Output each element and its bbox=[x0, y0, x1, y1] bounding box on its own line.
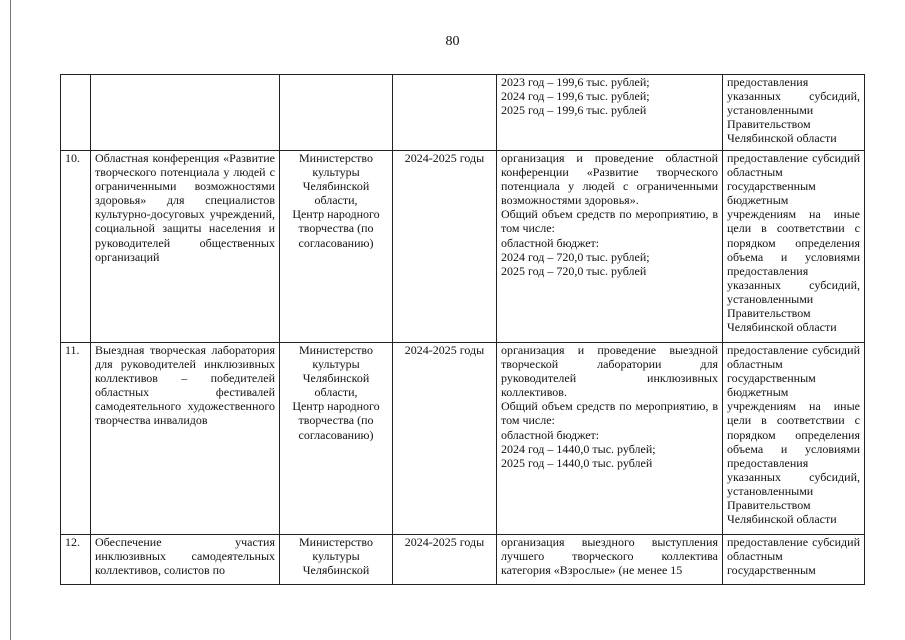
executor-line: области, bbox=[314, 385, 358, 400]
executor-line: творчества (по bbox=[298, 413, 374, 428]
executor-cell bbox=[280, 343, 393, 535]
period-cell bbox=[393, 75, 497, 151]
measures-table bbox=[60, 74, 865, 585]
content-line: 2024 год – 1440,0 тыс. рублей; bbox=[501, 441, 656, 456]
executor-line: культуры bbox=[312, 549, 360, 564]
executor-line: творчества (по bbox=[298, 221, 374, 236]
executor-line: Центр народного bbox=[292, 399, 380, 414]
period-cell: 2024-2025 годы bbox=[393, 535, 497, 585]
event-cell: Выездная творческая лаборатория для руководителей инклюзивных коллективов – победителей областных фестивалей самодеятельного художественного творчества инвалидов bbox=[91, 343, 280, 535]
executor-line: Челябинской bbox=[302, 371, 370, 386]
executor-line: культуры bbox=[312, 357, 360, 372]
table-row bbox=[61, 75, 865, 151]
content-line: 2025 год – 199,6 тыс. рублей bbox=[501, 103, 647, 118]
executor-line: Министерство bbox=[299, 535, 373, 549]
content-cell bbox=[497, 151, 723, 343]
page-number: 80 bbox=[445, 34, 460, 49]
content-line: областной бюджет: bbox=[501, 235, 600, 250]
content-cell bbox=[497, 535, 723, 585]
content-line: Общий объем средств по мероприятию, в том числе: bbox=[501, 399, 718, 428]
funding-cell: предоставление субсидий областным государственным бюджетным учреждениям на иные цели в соответствии с порядком определения объема и условиями предоставления указанных субсидий, установленными Правительством Челябинской области bbox=[723, 343, 865, 535]
funding-cell: предоставления указанных субсидий, установленными Правительством Челябинской области bbox=[723, 75, 865, 151]
executor-line: Центр народного bbox=[292, 207, 380, 222]
content-line: организация и проведение областной конференции «Развитие творческого потенциала у людей с ограниченными возможностями здоровья». bbox=[501, 151, 718, 208]
content-line: Общий объем средств по мероприятию, в том числе: bbox=[501, 207, 718, 236]
executor-line: Министерство bbox=[299, 151, 373, 165]
row-number: 10. bbox=[61, 151, 91, 343]
left-margin-rule bbox=[10, 0, 11, 640]
content-line: 2024 год – 199,6 тыс. рублей; bbox=[501, 89, 650, 104]
executor-line: Министерство bbox=[299, 343, 373, 357]
table-row bbox=[61, 343, 865, 535]
content-line: 2025 год – 1440,0 тыс. рублей bbox=[501, 455, 653, 470]
event-cell: Обеспечение участия инклюзивных самодеятельных коллективов, солистов по bbox=[91, 535, 280, 585]
content-line: 2023 год – 199,6 тыс. рублей; bbox=[501, 75, 650, 89]
executor-cell bbox=[280, 151, 393, 343]
executor-cell bbox=[280, 535, 393, 585]
row-number bbox=[61, 75, 91, 151]
event-cell: Областная конференция «Развитие творческого потенциала у людей с ограниченными возможностями здоровья» для специалистов культурно-досуговых учреждений, социальной защиты населения и руководителей общественных организаций bbox=[91, 151, 280, 343]
table-row bbox=[61, 151, 865, 343]
content-line: областной бюджет: bbox=[501, 427, 600, 442]
content-line: организация и проведение выездной творческой лаборатории для руководителей инклюзивных коллективов. bbox=[501, 343, 718, 400]
content-line: организация выездного выступления лучшего творческого коллектива категория «Взрослые» (не менее 15 bbox=[501, 535, 718, 578]
funding-cell: предоставление субсидий областным государственным bbox=[723, 535, 865, 585]
executor-line: Челябинской bbox=[302, 563, 370, 578]
executor-line: области, bbox=[314, 193, 358, 208]
content-cell bbox=[497, 75, 723, 151]
row-number: 12. bbox=[61, 535, 91, 585]
executor-line: согласованию) bbox=[298, 235, 374, 250]
content-cell bbox=[497, 343, 723, 535]
content-line: 2025 год – 720,0 тыс. рублей bbox=[501, 263, 647, 278]
period-cell: 2024-2025 годы bbox=[393, 151, 497, 343]
event-cell bbox=[91, 75, 280, 151]
row-number: 11. bbox=[61, 343, 91, 535]
executor-line: культуры bbox=[312, 165, 360, 180]
executor-line: согласованию) bbox=[298, 427, 374, 442]
executor-line: Челябинской bbox=[302, 179, 370, 194]
content-line: 2024 год – 720,0 тыс. рублей; bbox=[501, 249, 650, 264]
executor-cell bbox=[280, 75, 393, 151]
table-row bbox=[61, 535, 865, 585]
period-cell: 2024-2025 годы bbox=[393, 343, 497, 535]
funding-cell: предоставление субсидий областным государственным бюджетным учреждениям на иные цели в соответствии с порядком определения объема и условиями предоставления указанных субсидий, установленными Правительством Челябинской области bbox=[723, 151, 865, 343]
